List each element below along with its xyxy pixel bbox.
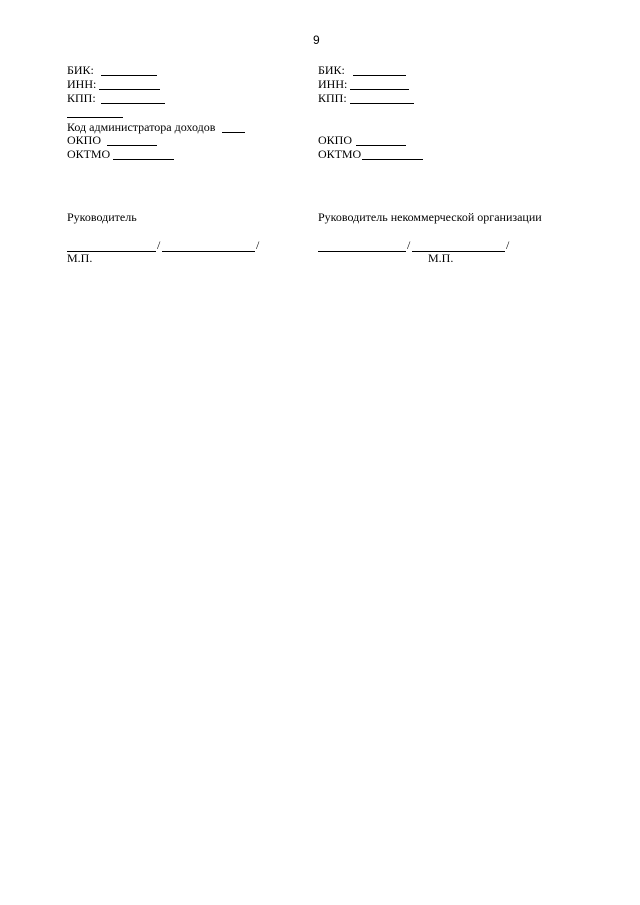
left-okpo-field xyxy=(107,145,157,146)
left-inn-label: ИНН: xyxy=(67,77,97,91)
left-admin-code-field xyxy=(222,132,245,133)
right-slash-2: / xyxy=(506,238,510,252)
page-number: 9 xyxy=(313,33,320,47)
left-inn-field xyxy=(99,89,160,90)
left-kpp-field xyxy=(101,103,165,104)
left-kpp-label: КПП: xyxy=(67,91,96,105)
left-admin-code-label: Код администратора доходов xyxy=(67,120,216,134)
right-signature-line xyxy=(318,251,406,252)
right-oktmo-field xyxy=(362,159,423,160)
left-slash-2: / xyxy=(256,238,260,252)
right-kpp-label: КПП: xyxy=(318,91,347,105)
left-bik-label: БИК: xyxy=(67,63,94,77)
right-inn-label: ИНН: xyxy=(318,77,348,91)
left-name-line xyxy=(162,251,255,252)
right-stamp-label: М.П. xyxy=(428,251,454,265)
right-kpp-field xyxy=(350,103,414,104)
right-bik-label: БИК: xyxy=(318,63,345,77)
left-head-label: Руководитель xyxy=(67,210,137,224)
right-oktmo-label: ОКТМО xyxy=(318,147,362,161)
left-blank-line xyxy=(67,117,123,118)
left-stamp-label: М.П. xyxy=(67,251,93,265)
left-bik-field xyxy=(101,75,157,76)
right-okpo-label: ОКПО xyxy=(318,133,353,147)
left-oktmo-label: ОКТМО xyxy=(67,147,111,161)
right-bik-field xyxy=(353,75,406,76)
right-head-label: Руководитель некоммерческой организации xyxy=(318,210,542,224)
left-slash-1: / xyxy=(157,238,161,252)
right-name-line xyxy=(412,251,505,252)
right-okpo-field xyxy=(356,145,406,146)
left-okpo-label: ОКПО xyxy=(67,133,102,147)
left-oktmo-field xyxy=(113,159,174,160)
right-slash-1: / xyxy=(407,238,411,252)
right-inn-field xyxy=(350,89,409,90)
